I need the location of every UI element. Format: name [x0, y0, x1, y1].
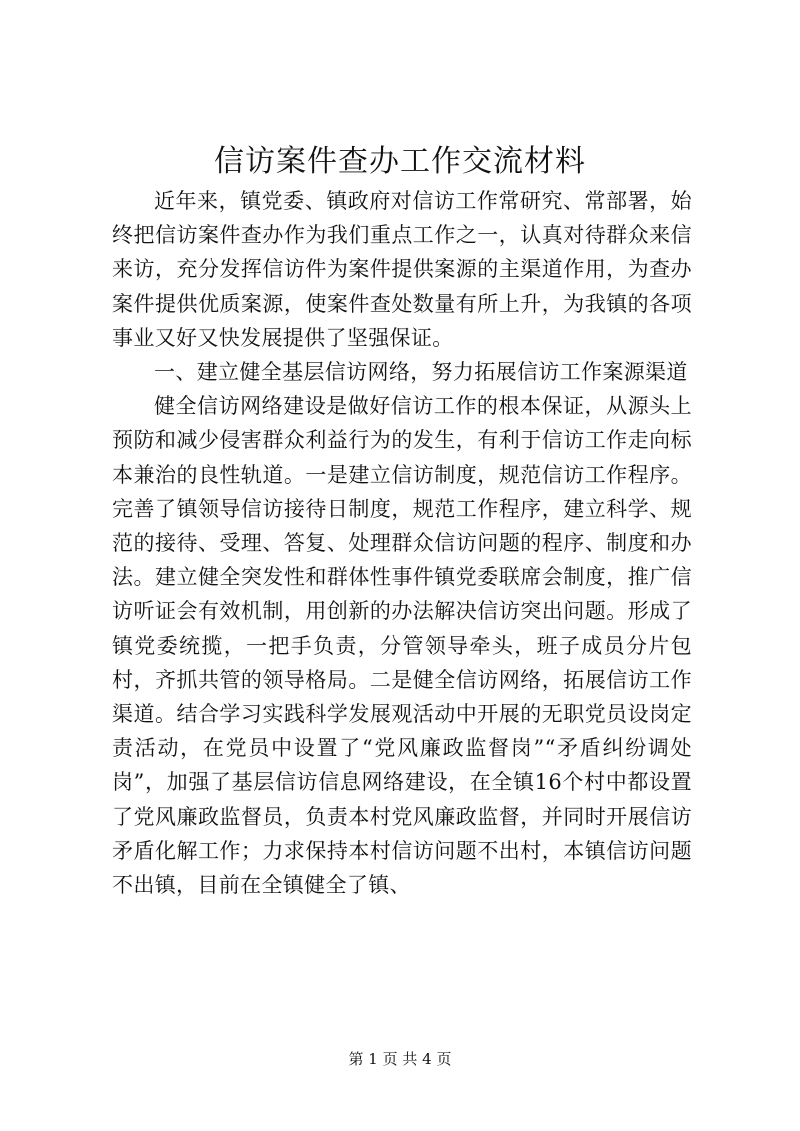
document-title: 信访案件查办工作交流材料 [214, 144, 586, 179]
page-number-footer: 第 1 页 共 4 页 [348, 1050, 452, 1068]
section-heading-1: 一、建立健全基层信访网络，努力拓展信访工作案源渠道 [154, 360, 688, 385]
paragraph-intro: 近年来，镇党委、镇政府对信访工作常研究、常部署，始终把信访案件查办作为我们重点工作之一，认真对待群众来信来访，充分发挥信访件为案件提供案源的主渠道作用，为查办案件提供优质案源，使案件查处数量有所上升，为我镇的各项事业又好又快发展提供了坚强保证。 [112, 189, 692, 350]
paragraph-section-1: 健全信访网络建设是做好信访工作的根本保证，从源头上预防和减少侵害群众利益行为的发生，有利于信访工作走向标本兼治的良性轨道。一是建立信访制度，规范信访工作程序。完善了镇领导信访接待日制度，规范工作程序，建立科学、规范的接待、受理、答复、处理群众信访问题的程序、制度和办法。建立健全突发性和群体性事件镇党委联席会制度，推广信访听证会有效机制，用创新的办法解决信访突出问题。形成了镇党委统揽，一把手负责，分管领导牵头，班子成员分片包村，齐抓共管的领导格局。二是健全信访网络，拓展信访工作渠道。结合学习实践科学发展观活动中开展的无职党员设岗定责活动，在党员中设置了“党风廉政监督岗”“矛盾纠纷调处岗”，加强了基层信访信息网络建设，在全镇16个村中都设置了党风廉政监督员，负责本村党风廉政监督，并同时开展信访矛盾化解工作；力求保持本村信访问题不出村，本镇信访问题不出镇，目前在全镇健全了镇、 [112, 394, 692, 898]
document-body [112, 184, 692, 902]
